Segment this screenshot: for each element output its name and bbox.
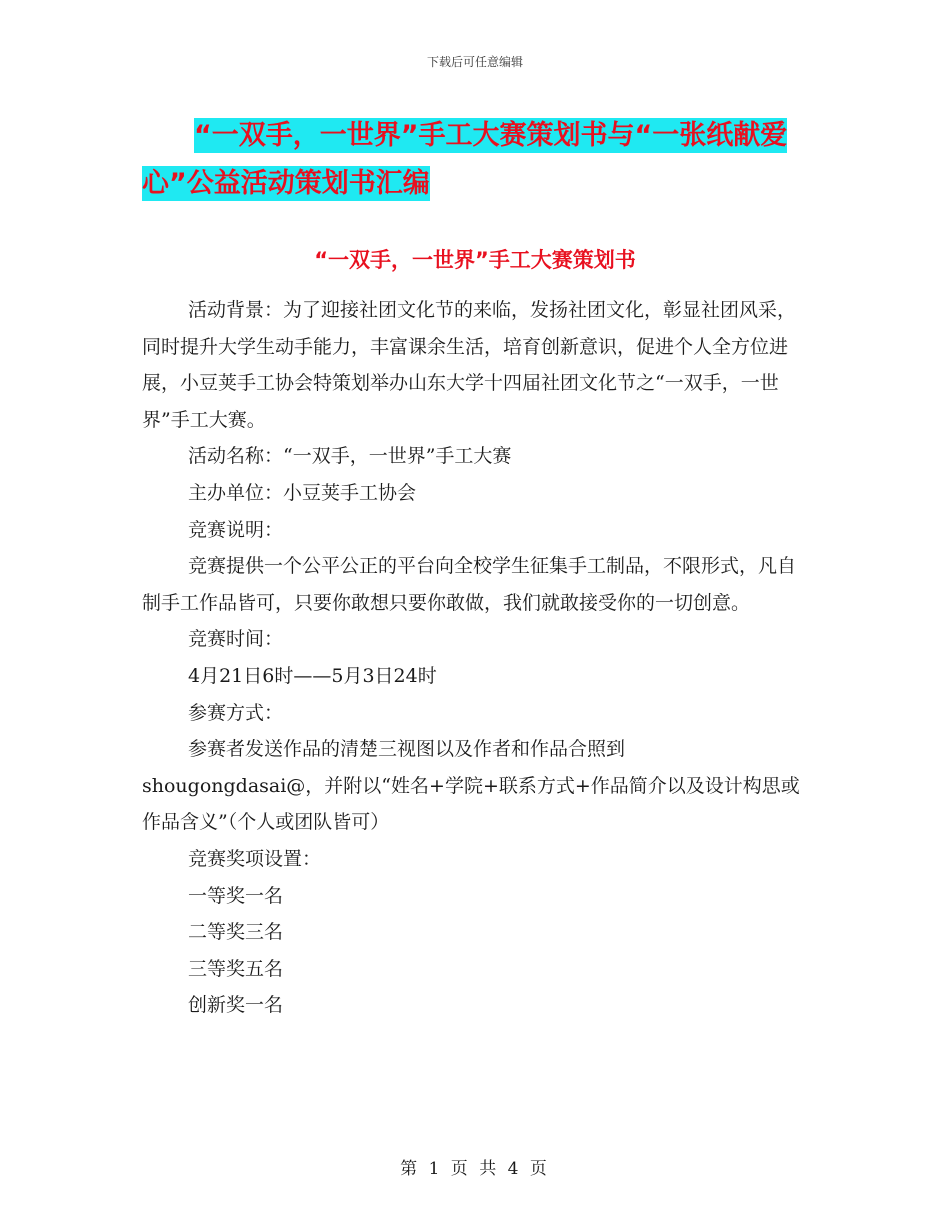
document-title-line-1: “一双手，一世界”手工大赛策划书与“一张纸献爱 <box>194 120 788 151</box>
label-awards: 竞赛奖项设置： <box>188 847 322 870</box>
page-number-footer: 第 1 页 共 4 页 <box>400 1159 550 1179</box>
award-item-second: 二等奖三名 <box>188 921 284 944</box>
paragraph-competition-time: 4月21日6时——5月3日24时 <box>188 664 437 687</box>
paragraph-competition-description: 竞赛提供一个公平公正的平台向全校学生征集手工制品，不限形式，凡自制手工作品皆可，只要你敢想只要你敢做，我们就敢接受你的一切创意。 <box>142 555 797 614</box>
paragraph-participation-method-1: 参赛者发送作品的清楚三视图以及作者和作品合照到 <box>188 738 626 761</box>
label-competition-description: 竞赛说明： <box>188 518 284 541</box>
section-title: “一双手，一世界”手工大赛策划书 <box>314 248 636 272</box>
document-title <box>142 112 812 208</box>
document-body <box>142 292 807 1024</box>
award-item-third: 三等奖五名 <box>188 957 284 980</box>
label-competition-time: 竞赛时间： <box>188 628 284 651</box>
paragraph-participation-method-2: shougongdasai@，并附以“姓名+学院+联系方式+作品简介以及设计构思或作品含义”（个人或团队皆可） <box>142 774 800 834</box>
award-item-innovation: 创新奖一名 <box>188 994 284 1017</box>
header-note: 下载后可任意编辑 <box>426 55 523 69</box>
paragraph-activity-name: 活动名称：“一双手，一世界”手工大赛 <box>188 445 512 468</box>
paragraph-organizer: 主办单位：小豆荚手工协会 <box>188 481 417 504</box>
paragraph-background: 活动背景：为了迎接社团文化节的来临，发扬社团文化，彰显社团风采，同时提升大学生动手能力，丰富课余生活，培育创新意识，促进个人全方位进展，小豆荚手工协会特策划举办山东大学十四届社团文化节之“一双手，一世界”手工大赛。 <box>142 299 797 431</box>
label-participation-method: 参赛方式： <box>188 701 284 724</box>
document-title-line-2: 心”公益活动策划书汇编 <box>142 168 430 199</box>
award-item-first: 一等奖一名 <box>188 884 284 907</box>
